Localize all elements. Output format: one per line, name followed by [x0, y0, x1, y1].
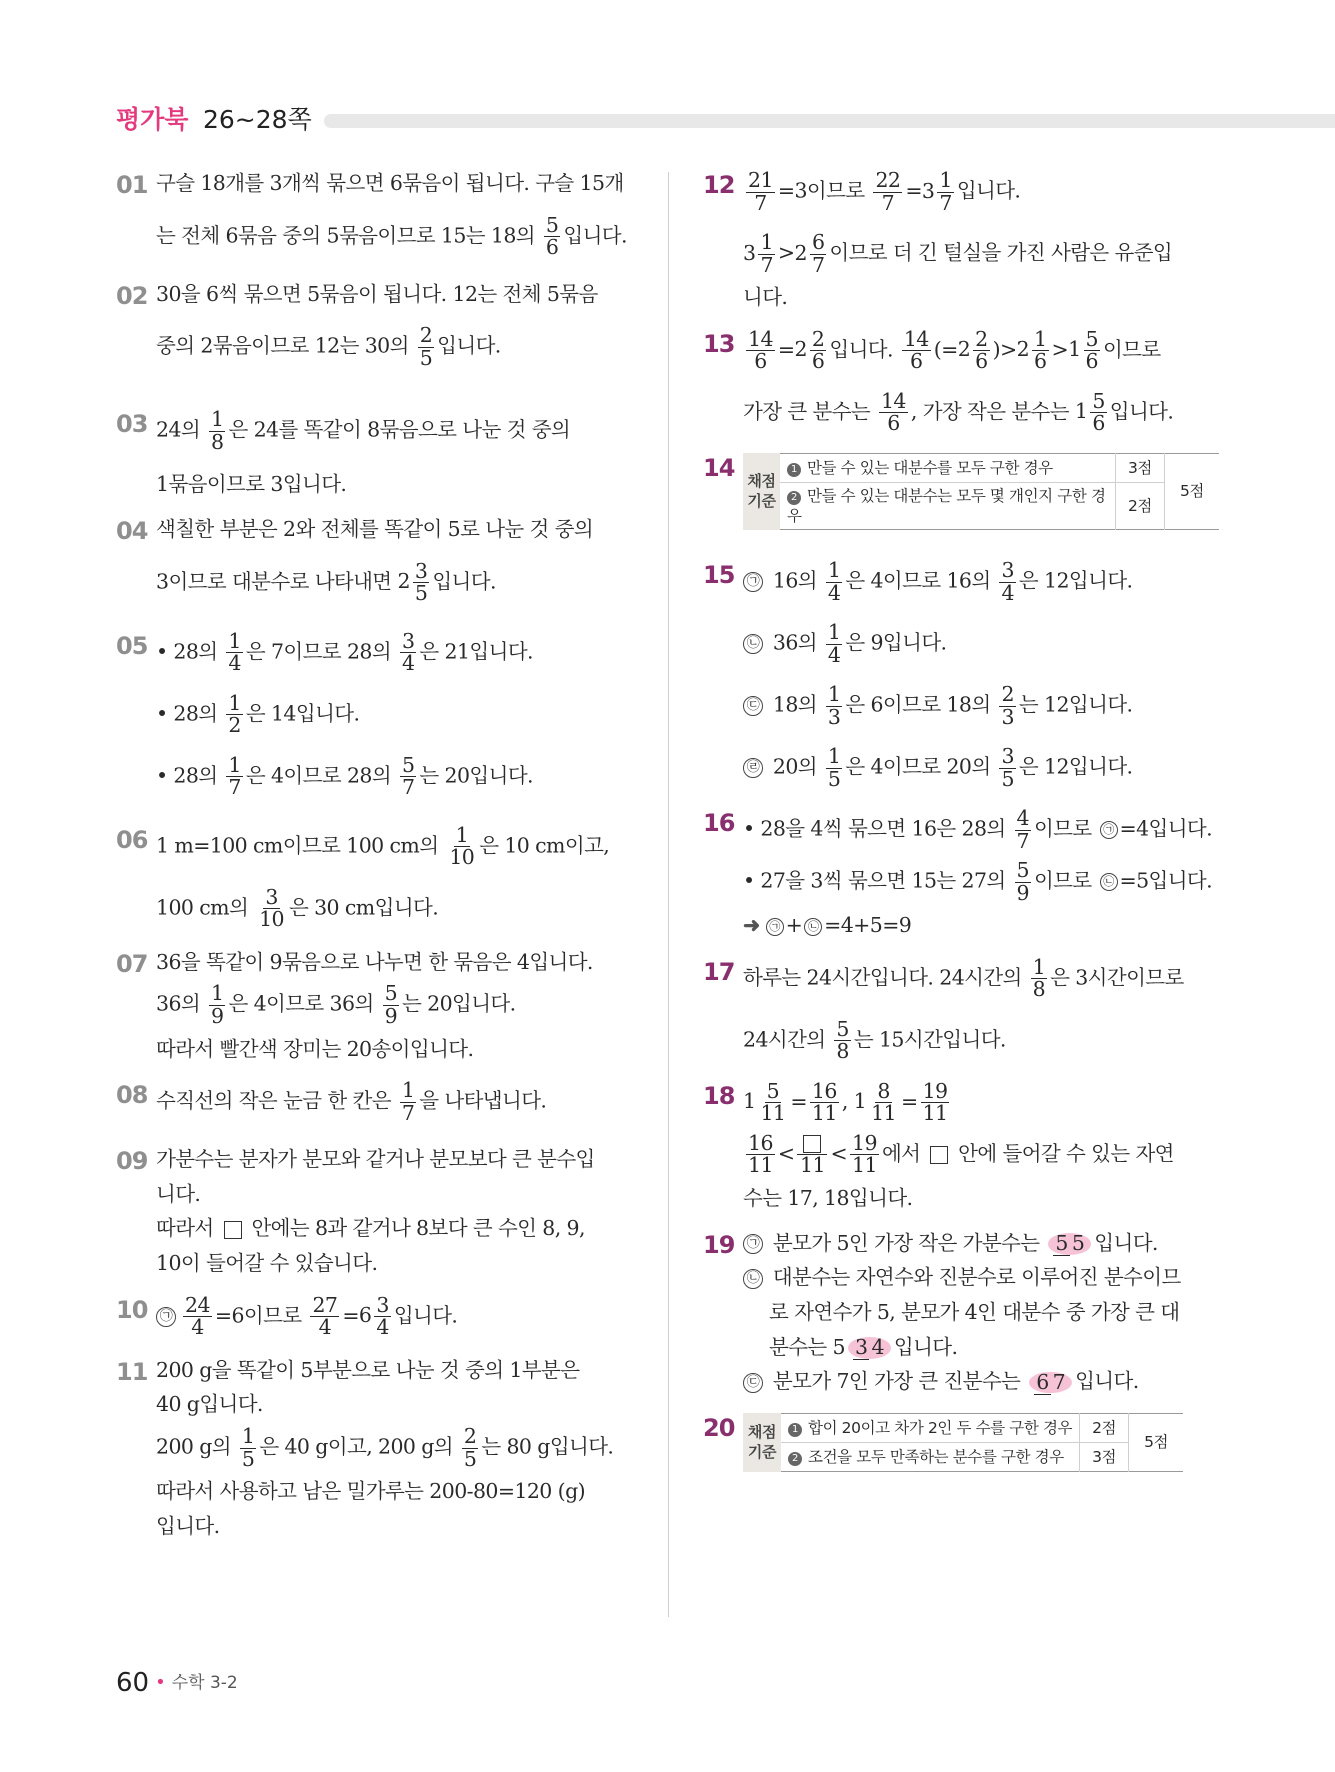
answer-15: 15 ㉠ 16의 $\frac{1}{4}$ 은 4이므로 16의 $\frac{3}{4}$ 은 12입니다. ㉡ 36의 $\frac{1}{4}$ 은 9입니다. ㉢ 18의 $\frac{1}{3}$ 은 6이므로 18의 $\frac{2}{3}$ 는 12입니다. ㉣ 20의 $\frac{1}{5}$ 은 4이므로 20의 $\frac{3}{5}$ 은 12입니다. [703, 558, 1133, 791]
question-number: 17 [703, 957, 735, 986]
fraction: $\frac{1}{10}$ [449, 822, 475, 870]
text: 는 전체 6묶음 중의 5묶음이므로 15는 18의 [156, 223, 541, 248]
section-label: 평가북 [116, 105, 189, 134]
answer-04 [116, 516, 636, 605]
highlighted-fraction: 5 5 [1048, 1233, 1091, 1255]
circled-label: ㉠ [156, 1307, 176, 1327]
fraction: $\frac{14}{6}$ [748, 326, 773, 374]
question-number: 05 [116, 631, 148, 660]
mixed-number: 2 $\frac{6}{7}$ [794, 230, 825, 277]
answer-05: 05 • 28의 $\frac{1}{4}$ 은 7이므로 28의 $\frac{3}{4}$ 은 21입니다. • 28의 $\frac{1}{2}$ 은 14입니다. • 28의 $\frac{1}{7}$ 은 4이므로 28의 $\frac{5}{7}$ 는 20입니다. [116, 628, 533, 800]
page-header [116, 98, 1335, 138]
fraction: $\frac{1}{7}$ [228, 752, 241, 800]
text: 입니다. [563, 223, 627, 248]
question-number: 02 [116, 281, 148, 310]
answer-03 [116, 409, 636, 498]
page-number: 60 [116, 1668, 150, 1698]
fraction: $\frac{1}{7}$ [401, 1078, 415, 1125]
scoring-criteria-table: 채점 기준 1 합이 20이고 차가 2인 두 수를 구한 경우 2점 5점 2 조건을 모두 만족하는 분수를 구한 경우 3점 [743, 1413, 1219, 1472]
text: 입니다. [432, 569, 496, 594]
mixed-number: 2 $\frac{2}{6}$ [794, 326, 825, 374]
blank-box [930, 1146, 948, 1164]
highlighted-fraction: 6 7 [1029, 1372, 1072, 1394]
mixed-number: 3 $\frac{1}{7}$ [921, 168, 952, 215]
book-title: 수학 3-2 [171, 1673, 238, 1693]
question-number: 12 [703, 171, 735, 199]
mixed-number: 3 $\frac{1}{7}$ [743, 230, 773, 277]
text-line: 구슬 18개를 3개씩 묶으면 6묶음이 됩니다. 구슬 15개 [156, 171, 624, 195]
page-range: 26~28쪽 [203, 105, 312, 134]
text: 24의 [156, 417, 207, 442]
fraction: $\frac{5}{6}$ [545, 212, 559, 260]
question-number: 07 [116, 949, 148, 978]
fraction: $\frac{2}{5}$ [463, 1424, 477, 1471]
mixed-number: 6 $\frac{3}{4}$ [358, 1292, 389, 1340]
question-number: 01 [116, 171, 148, 199]
question-number: 11 [116, 1357, 148, 1386]
scoring-tag: 채점 기준 [743, 1413, 781, 1472]
fraction: $\frac{14}{6}$ [880, 388, 906, 436]
answer-08: 08 수직선의 작은 눈금 한 칸은 $\frac{1}{7}$ 을 나타냅니다. [116, 1078, 547, 1125]
header-bar [324, 114, 1335, 128]
fraction: $\frac{21}{7}$ [748, 168, 773, 215]
text-line: 수는 17, 18입니다. [743, 1186, 913, 1210]
question-number: 20 [703, 1413, 735, 1442]
text: 중의 2묶음이므로 12는 30의 [156, 333, 415, 358]
fraction: $\frac{1}{4}$ [228, 628, 241, 676]
fraction: $\frac{2}{5}$ [419, 323, 433, 370]
fraction: $\frac{14}{6}$ [903, 326, 929, 374]
question-number: 14 [703, 453, 735, 482]
fraction: $\frac{1}{2}$ [228, 690, 241, 738]
text-line: 색칠한 부분은 2와 전체를 똑같이 5로 나눈 것 중의 [156, 517, 594, 542]
text-line: 36을 똑같이 9묶음으로 나누면 한 묶음은 4입니다. [156, 949, 593, 974]
fraction: $\frac{24}{4}$ [185, 1292, 210, 1340]
text: 3이므로 대분수로 나타내면 [156, 569, 398, 594]
text-line: 200 g을 똑같이 5부분으로 나눈 것 중의 1부분은 [156, 1357, 580, 1382]
text-line: 니다. [743, 285, 788, 310]
answer-16: 16 • 28을 4씩 묶으면 16은 28의 $\frac{4}{7}$ 이므로 ㉠ =4입니다. • 27을 3씩 묶으면 15는 27의 $\frac{5}{9}$ 이므로 ㉡ =5입니다. ➜ ㉠ + ㉡ =4+5=9 [703, 806, 1213, 938]
question-number: 08 [116, 1081, 148, 1110]
answer-20 [703, 1413, 1219, 1472]
answer-10: 10 ㉠ $\frac{24}{4}$ =6이므로 $\frac{27}{4}$ =6 $\frac{3}{4}$ 입니다. [116, 1292, 458, 1340]
fraction: $\frac{22}{7}$ [875, 168, 901, 215]
left-column [116, 170, 636, 1547]
text-line: 10이 들어갈 수 있습니다. [156, 1251, 378, 1276]
fraction: $\frac{5}{9}$ [384, 981, 398, 1028]
arrow-icon: ➜ [743, 913, 760, 938]
fraction: $\frac{1}{5}$ [241, 1424, 255, 1471]
text-line: 니다. [156, 1181, 201, 1206]
answer-12: 12 $\frac{21}{7}$ =3이므로 $\frac{22}{7}$ =3 $\frac{1}{7}$ 입니다. 3 $\frac{1}{7}$ >2 $\frac{6}{7}$ 이므로 더 긴 털실을 가진 사람은 유준입 니다. [703, 170, 1219, 311]
fraction: $\frac{3}{4}$ [401, 628, 415, 676]
mixed-number: 1 $\frac{5}{6}$ [1068, 326, 1098, 374]
text: 입니다. [437, 333, 501, 358]
answer-19: 19 ㉠ 분모가 5인 가장 작은 가분수는 5 5 입니다. ㉡ 대분수는 자연수와 진분수로 이루어진 분수이므 로 자연수가 5, 분모가 4인 대분수 중 가장 큰 대 분수는 5 3 4 입니다. ㉢ 분모가 7인 가장 큰 진분수는 6 7 입니다. [703, 1230, 1181, 1394]
text-line: 가분수는 분자가 분모와 같거나 분모보다 큰 분수입 [156, 1147, 595, 1172]
highlighted-fraction: 3 4 [848, 1337, 891, 1359]
answer-07: 07 36을 똑같이 9묶음으로 나누면 한 묶음은 4입니다. 36의 $\frac{1}{9}$ 은 4이므로 36의 $\frac{5}{9}$ 는 20입니다. 따라서 빨간색 장미는 20송이입니다. [116, 949, 636, 1062]
blank-box [224, 1221, 242, 1239]
question-number: 09 [116, 1147, 148, 1176]
text-line: 30을 6씩 묶으면 5묶음이 됩니다. 12는 전체 5묶음 [156, 281, 598, 306]
text-line: 따라서 빨간색 장미는 20송이입니다. [156, 1036, 474, 1061]
answer-06: 06 1 m=100 cm이므로 100 cm의 $\frac{1}{10}$ 은 10 cm이고, 100 cm의 $\frac{3}{10}$ 은 30 cm입니다. [116, 822, 610, 932]
answer-17: 17 하루는 24시간입니다. 24시간의 $\frac{1}{8}$ 은 3시간이므로 24시간의 $\frac{5}{8}$ 는 15시간입니다. [703, 954, 1184, 1064]
text-line: 따라서 사용하고 남은 밀가루는 200-80=120 (g) [156, 1479, 585, 1504]
question-number: 13 [703, 329, 735, 358]
answer-14 [703, 453, 1219, 530]
answer-01 [116, 170, 636, 259]
mixed-number: 1 $\frac{5}{6}$ [1074, 388, 1105, 436]
fraction: $\frac{27}{4}$ [312, 1292, 338, 1340]
question-number: 06 [116, 825, 148, 854]
bullet-dot: • [155, 1672, 166, 1693]
answer-18: 18 1 $\frac{5}{11}$ = $\frac{16}{11}$ , 1 $\frac{8}{11}$ = $\frac{19}{11}$ $\frac{16}{11}$ < 11 < $\frac{19}{11}$ 에서 안에 들어갈 수 있는 자연 수는 17, 18입니다. [703, 1081, 1219, 1212]
text-line: 40 g입니다. [156, 1392, 263, 1417]
answer-11: 11 200 g을 똑같이 5부분으로 나눈 것 중의 1부분은 40 g입니다. 200 g의 $\frac{1}{5}$ 은 40 g이고, 200 g의 $\frac{2}{5}$ 는 80 g입니다. 따라서 사용하고 남은 밀가루는 200-80=120 (g) 입니다. [116, 1357, 636, 1540]
question-number: 10 [116, 1295, 148, 1324]
question-number: 19 [703, 1230, 735, 1259]
mixed-number: 2 $\frac{1}{6}$ [1016, 326, 1047, 374]
mixed-number: 2 $\frac{3}{5}$ [397, 558, 428, 606]
fraction: $\frac{3}{10}$ [259, 884, 284, 932]
text-line: 1묶음이므로 3입니다. [156, 472, 347, 497]
text: 은 24를 똑같이 8묶음으로 나눈 것 중의 [228, 417, 571, 442]
question-number: 04 [116, 517, 148, 546]
text-line: 입니다. [156, 1513, 220, 1538]
fraction: $\frac{1}{8}$ [211, 407, 224, 454]
fraction: $\frac{1}{9}$ [211, 981, 224, 1028]
mixed-number: 2 $\frac{2}{6}$ [957, 326, 988, 374]
blank-box [803, 1135, 821, 1153]
question-number: 15 [703, 561, 735, 590]
column-divider [668, 172, 669, 1617]
fraction: $\frac{5}{7}$ [401, 752, 415, 800]
answer-02 [116, 281, 636, 370]
answer-09: 09 가분수는 분자가 분모와 같거나 분모보다 큰 분수입 니다. 따라서 안에는 8과 같거나 8보다 큰 수인 8, 9, 10이 들어갈 수 있습니다. [116, 1146, 636, 1277]
answer-13: 13 $\frac{14}{6}$ =2 $\frac{2}{6}$ 입니다. $\frac{14}{6}$ (=2 $\frac{2}{6}$ )>2 $\frac{1}{6}$ >1 $\frac{5}{6}$ 이므로 가장 큰 분수는 $\frac{14}{6}$ , 가장 작은 분수는 1 $\frac{5}{6}$ 입니다. [703, 326, 1174, 436]
question-number: 03 [116, 410, 148, 439]
scoring-tag: 채점 기준 [743, 453, 780, 530]
page-footer [116, 1668, 238, 1698]
question-number: 18 [703, 1081, 735, 1110]
right-column [703, 170, 1219, 1472]
scoring-criteria-table: 채점 기준 1 만들 수 있는 대분수를 모두 구한 경우 3점 5점 2 만들 수 있는 대분수는 모두 몇 개인지 구한 경우 2점 [743, 453, 1219, 530]
question-number: 16 [703, 809, 735, 838]
